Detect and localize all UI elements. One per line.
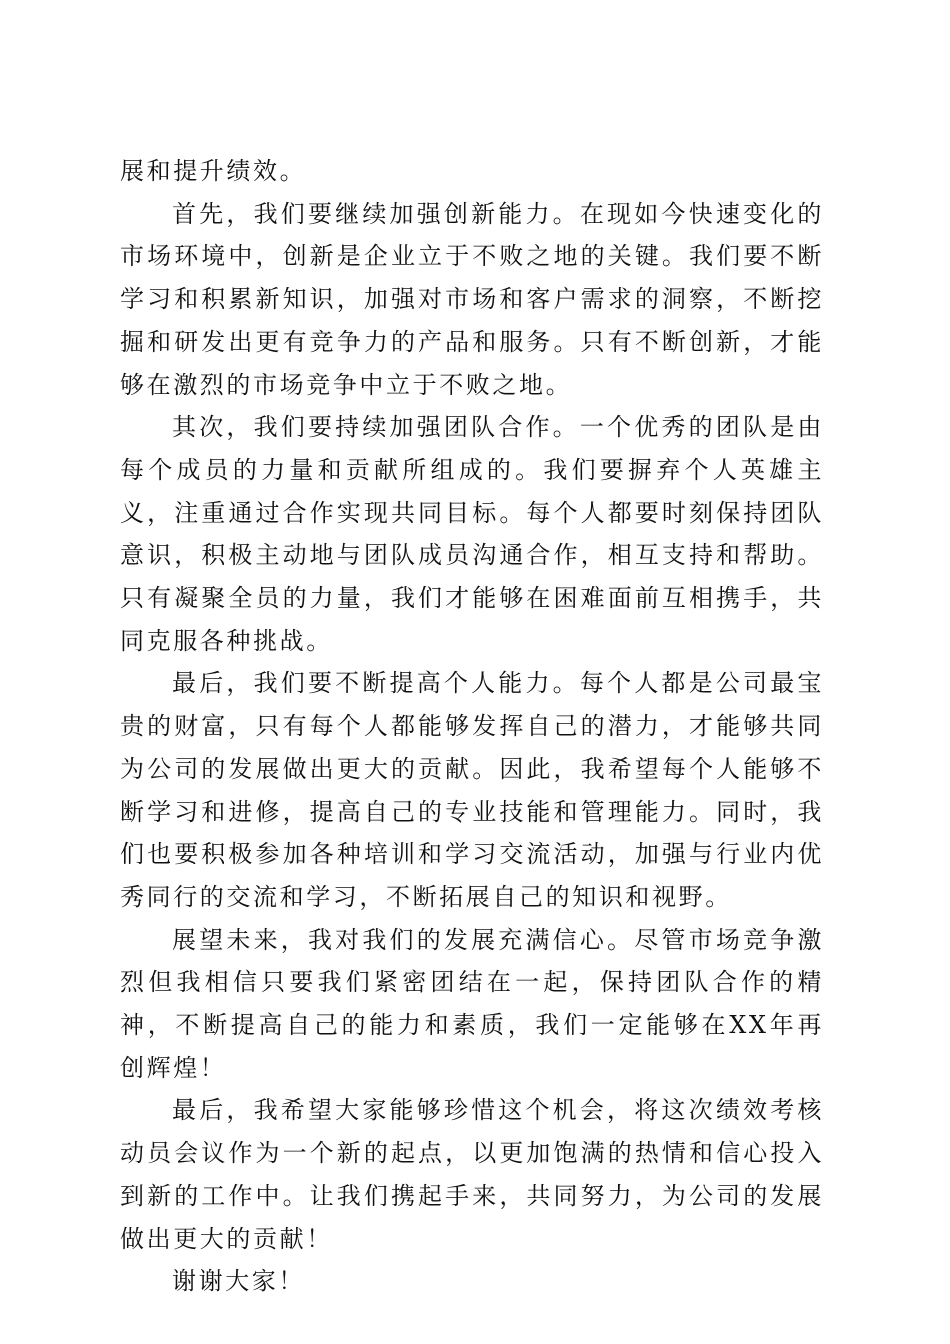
paragraph-closing-wish: 最后，我希望大家能够珍惜这个机会，将这次绩效考核动员会议作为一个新的起点，以更加饱满的热情和信心投入到新的工作中。让我们携起手来，共同努力，为公司的发展做出更大的贡献！	[120, 1096, 824, 1253]
paragraph-outlook: 展望未来，我对我们的发展充满信心。尽管市场竞争激烈但我相信只要我们紧密团结在一起，保持团队合作的精神，不断提高自己的能力和素质，我们一定能够在XX年再创辉煌！	[120, 925, 824, 1082]
paragraph-innovation: 首先，我们要继续加强创新能力。在现如今快速变化的市场环境中，创新是企业立于不败之地的关键。我们要不断学习和积累新知识，加强对市场和客户需求的洞察，不断挖掘和研发出更有竞争力的产品和服务。只有不断创新，才能够在激烈的市场竞争中立于不败之地。	[120, 199, 824, 399]
paragraph-personal-ability: 最后，我们要不断提高个人能力。每个人都是公司最宝贵的财富，只有每个人都能够发挥自己的潜力，才能够共同为公司的发展做出更大的贡献。因此，我希望每个人能够不断学习和进修，提高自己的专业技能和管理能力。同时，我们也要积极参加各种培训和学习交流活动，加强与行业内优秀同行的交流和学习，不断拓展自己的知识和视野。	[120, 669, 824, 911]
paragraph-continuation: 展和提升绩效。	[120, 157, 307, 185]
document-body	[120, 150, 824, 1303]
paragraph-thanks: 谢谢大家！	[172, 1267, 305, 1296]
paragraph-teamwork: 其次，我们要持续加强团队合作。一个优秀的团队是由每个成员的力量和贡献所组成的。我们要摒弃个人英雄主义，注重通过合作实现共同目标。每个人都要时刻保持团队意识，积极主动地与团队成员沟通合作，相互支持和帮助。只有凝聚全员的力量，我们才能够在困难面前互相携手，共同克服各种挑战。	[120, 413, 824, 655]
